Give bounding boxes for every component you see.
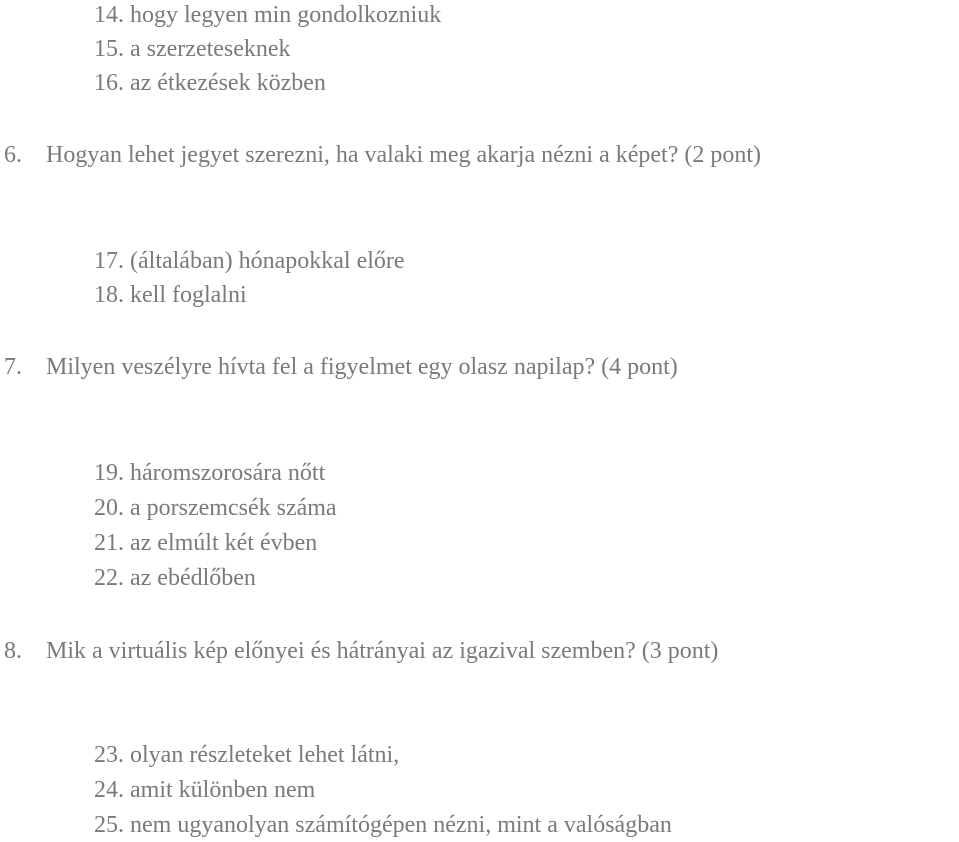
- answer-number: 14.: [94, 2, 124, 28]
- question-6: [4, 138, 761, 172]
- answer-text: hogy legyen min gondolkozniuk: [130, 2, 442, 28]
- answer-text: az ebédlőben: [130, 565, 256, 591]
- answer-number: 15.: [94, 36, 124, 62]
- question-text: Milyen veszélyre hívta fel a figyelmet egy olasz napilap? (4 pont): [46, 354, 678, 380]
- answer-25: [94, 808, 672, 842]
- answer-text: a porszemcsék száma: [130, 495, 337, 521]
- answer-number: 19.: [94, 460, 124, 486]
- question-number: 7.: [4, 354, 22, 380]
- question-text: Mik a virtuális kép előnyei és hátrányai az igazival szemben? (3 pont): [46, 638, 719, 664]
- answer-18: [94, 278, 247, 312]
- answer-text: az elmúlt két évben: [130, 530, 318, 556]
- answer-14: [94, 0, 441, 32]
- answer-23: [94, 738, 399, 772]
- question-number: 8.: [4, 638, 22, 664]
- answer-text: (általában) hónapokkal előre: [130, 248, 405, 274]
- answer-number: 22.: [94, 565, 124, 591]
- answer-number: 21.: [94, 530, 124, 556]
- answer-text: a szerzeteseknek: [130, 36, 291, 62]
- answer-text: az étkezések közben: [130, 70, 326, 96]
- question-text: Hogyan lehet jegyet szerezni, ha valaki meg akarja nézni a képet? (2 pont): [46, 142, 762, 168]
- answer-text: olyan részleteket lehet látni,: [130, 742, 400, 768]
- answer-15: [94, 32, 291, 66]
- answer-19: [94, 456, 325, 490]
- answer-21: [94, 526, 317, 560]
- answer-number: 16.: [94, 70, 124, 96]
- answer-number: 23.: [94, 742, 124, 768]
- answer-text: háromszorosára nőtt: [130, 460, 326, 486]
- answer-24: [94, 773, 315, 807]
- answer-number: 25.: [94, 812, 124, 838]
- answer-number: 17.: [94, 248, 124, 274]
- answer-text: kell foglalni: [130, 282, 247, 308]
- question-7: [4, 350, 678, 384]
- answer-20: [94, 491, 337, 525]
- answer-22: [94, 561, 256, 595]
- answer-number: 20.: [94, 495, 124, 521]
- answer-text: nem ugyanolyan számítógépen nézni, mint a valóságban: [130, 812, 672, 838]
- answer-16: [94, 66, 326, 100]
- answer-number: 24.: [94, 777, 124, 803]
- answer-number: 18.: [94, 282, 124, 308]
- answer-17: [94, 244, 405, 278]
- question-8: [4, 634, 718, 668]
- question-number: 6.: [4, 142, 22, 168]
- answer-text: amit különben nem: [130, 777, 316, 803]
